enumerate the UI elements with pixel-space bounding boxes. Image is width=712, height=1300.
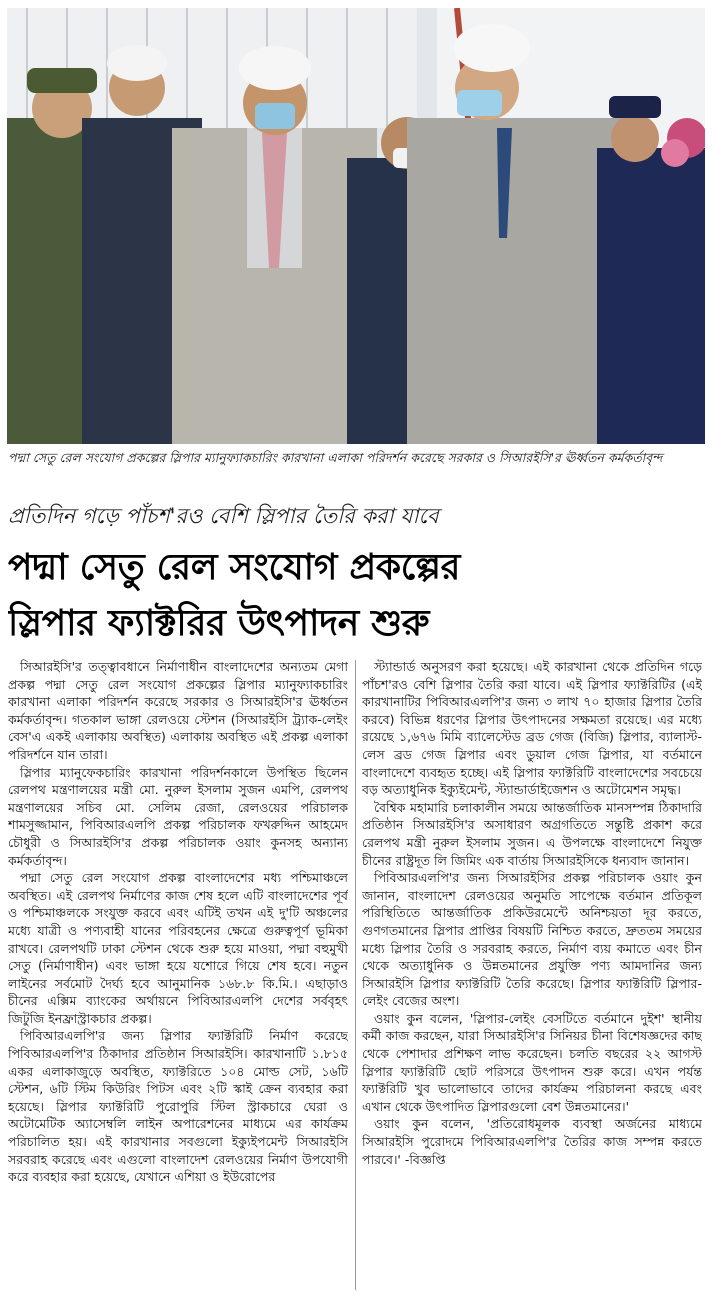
column-divider <box>355 660 356 1290</box>
paragraph: পিবিআরএলপি'র জন্য স্লিপার ফ্যাক্টরিটি নির্মাণ করেছে পিবিআরএলপি'র ঠিকাদার প্রতিষ্ঠান সিআরইসি। কারখানাটি ১.৮১৫ একর এলাকাজুড়ে অবস্থিত, ফ্যাক্টরিতে ১০৪ মোল্ড সেট, ১৬টি স্টেশন, ৬টি স্টিম কিউরিং পিটস এবং ২টি স্কাই ক্রেন ব্যবহার করা হয়েছে। স্লিপার ফ্যাক্টরিটি পুরোপুরি স্টিল স্ট্রাকচারে ঘেরা ও অটোমেটিক অ্যাসেম্বলি লাইন অপারেশনের মাধ্যমে এর কার্যক্রম পরিচালিত হয়। এই কারখানার সবগুলো ইক্যুইপমেন্ট সিআরইসি সরবরাহ করেছে এবং এগুলো বাংলাদেশ রেলওয়ের নির্মাণ উপযোগী করে ব্যবহার করা হয়েছে, যেখানে এশিয়া ও ইউরোপের <box>8 1028 348 1185</box>
paragraph: স্ট্যান্ডার্ড অনুসরণ করা হয়েছে। এই কারখানা থেকে প্রতিদিন গড়ে পাঁচশ'রও বেশি স্লিপার তৈরি করা যাবে। এই স্লিপার ফ্যাক্টরিটির (এই কারখানাটির পিবিআরএলপি'র জন্য ৩ লাখ ৭০ হাজার স্লিপার তৈরি করবে) বিভিন্ন ধরণের স্লিপার উৎপাদনের সক্ষমতা রয়েছে। এর মধ্যে রয়েছে ১,৬৭৬ মিমি ব্যালেস্টেড ব্রড গেজ (বিজি) স্লিপার, ব্যালাস্ট-লেস ব্রড গেজ স্লিপার এবং ডুয়াল গেজ স্লিপার, যা বর্তমানে বাংলাদেশে ব্যবহৃত হচ্ছে। এই স্লিপার ফ্যাক্টরিটি বাংলাদেশের সবচেয়ে বড় অত্যাধুনিক ইক্যুইমেন্ট, স্ট্যান্ডার্ডাইজেশন ও অটোমেশন সমৃদ্ধ। <box>362 659 702 798</box>
paragraph: পিবিআরএলপি'র জন্য সিআরইসির প্রকল্প পরিচালক ওয়াং কুন জানান, বাংলাদেশ রেলওয়ের অনুমতি সাপেক্ষে বর্তমান প্রতিকূল পরিস্থিতিতে আন্তর্জাতিক প্রকিউরমেন্টে অনিশ্চয়তা দূর করতে, গুণগতমানের স্লিপার প্রাপ্তির বিষয়টি নিশ্চিত করতে, দ্রুততম সময়ের মধ্যে স্লিপার তৈরি ও সরবরাহ করতে, নির্মাণ ব্যয় কমাতে এবং চীন থেকে অত্যাধুনিক ও উন্নতমানের প্রযুক্তি পণ্য আমদানির জন্য সিআরইসি স্লিপার ফ্যাক্টরিটি তৈরি করেছে। স্লিপার ফ্যাক্টরিটি স্লিপার-লেইং বেজের অংশ। <box>362 870 702 1009</box>
article-column-left <box>8 658 348 1294</box>
article-column-right <box>362 658 702 1294</box>
kicker-subheadline: প্রতিদিন গড়ে পাঁচশ'রও বেশি স্লিপার তৈরি করা যাবে <box>8 504 439 528</box>
photo-icon <box>7 8 705 444</box>
headline-line-1: পদ্মা সেতু রেল সংযোগ প্রকল্পের <box>8 547 461 588</box>
paragraph: সিআরইসি'র তত্ত্বাবধানে নির্মাণাধীন বাংলাদেশের অন্যতম মেগা প্রকল্প পদ্মা সেতু রেল সংযোগ প্রকল্পের স্লিপার ম্যানুফ্যাকচারিং কারখানা এলাকা পরিদর্শন করেছে সরকার ও সিআরইসি'র ঊর্ধ্বতন কর্মকর্তাবৃন্দ। গতকাল ভাঙ্গা রেলওয়ে স্টেশন (সিআরইসি ট্র্যাক-লেইং বেস'এ একই এলাকায় অবস্থিত) এলাকায় অবস্থিত এই প্রকল্প এলাকা পরিদর্শনে যান তারা। <box>8 659 348 762</box>
paragraph: ওয়াং কুন বলেন, 'প্রতিরোধমূলক ব্যবস্থা অর্জনের মাধ্যমে সিআরইসি পুরোদমে পিবিআরএলপি'র তৈরির কাজ সম্পন্ন করতে পারবে।' -বিজ্ঞপ্তি <box>362 1116 702 1167</box>
paragraph: ওয়াং কুন বলেন, 'স্লিপার-লেইং বেসটিতে বর্তমানে দুইশ' স্থানীয় কর্মী কাজ করছেন, যারা সিআরইসি'র সিনিয়র চীনা বিশেষজ্ঞদের কাছ থেকে পেশাদার প্রশিক্ষণ লাভ করেছেন। চলতি বছরের ২২ আগস্ট স্লিপার ফ্যাক্টরিটি ছোট পরিসরে উৎপাদন শুরু করে। এখন পর্যন্ত ফ্যাক্টরিটি খুব ভালোভাবে তাদের কার্যক্রম পরিচালনা করছে এবং এখান থেকে উৎপাদিত স্লিপারগুলো বেশ উন্নতমানের।' <box>362 1010 702 1114</box>
news-photo <box>7 8 705 444</box>
photo-caption: পদ্মা সেতু রেল সংযোগ প্রকল্পের স্লিপার ম্যানুফ্যাকচারিং কারখানা এলাকা পরিদর্শন করেছে সরকার ও সিআরইসি'র ঊর্ধ্বতন কর্মকর্তাবৃন্দ <box>8 450 663 465</box>
paragraph: বৈশ্বিক মহামারি চলাকালীন সময়ে আন্তর্জাতিক মানসম্পন্ন ঠিকাদারি প্রতিষ্ঠান সিআরইসি'র অসাধারণ অগ্রগতিতে সন্তুষ্টি প্রকাশ করে রেলপথ মন্ত্রী নুরুল ইসলাম সুজন। এ উপলক্ষে বাংলাদেশে নিযুক্ত চীনের রাষ্ট্রদূত লি জিমিং এক বার্তায় সিআরইসিকে ধন্যবাদ জানান। <box>362 799 702 868</box>
paragraph: পদ্মা সেতু রেল সংযোগ প্রকল্প বাংলাদেশের মধ্য পশ্চিমাঞ্চলে অবস্থিত। এই রেলপথ নির্মাণের কাজ শেষ হলে এটি বাংলাদেশের পূর্ব ও পশ্চিমাঞ্চলকে সংযুক্ত করবে এবং এটিই তখন এই দু'টি অঞ্চলের মধ্যে যাত্রী ও পণ্যবাহী যানের পরিবহনের ক্ষেত্রে গুরুত্বপূর্ণ ভূমিকা রাখবে। রেলপথটি ঢাকা স্টেশন থেকে শুরু হয়ে মাওয়া, পদ্মা বহুমুখী সেতু (নির্মাণাধীন) এবং ভাঙ্গা হয়ে যশোরে গিয়ে শেষ হবে। নতুন লাইনের সর্বমোট দৈর্ঘ্য হবে আনুমানিক ১৬৮.৮ কি.মি.। এছাড়াও চীনের এক্সিম ব্যাংকের অর্থায়নে পিবিআরএলপি দেশের সর্ববৃহৎ জিটুজি ইনফ্রাস্ট্রাকচার প্রকল্প। <box>8 870 348 1026</box>
headline-line-2: স্লিপার ফ্যাক্টরির উৎপাদন শুরু <box>8 603 430 644</box>
headline <box>8 540 704 652</box>
paragraph: স্লিপার ম্যানুফেকচারিং কারখানা পরিদর্শনকালে উপস্থিত ছিলেন রেলপথ মন্ত্রণালয়ের মন্ত্রী মো. নুরুল ইসলাম সুজন এমপি, রেলপথ মন্ত্রণালয়ের সচিব মো. সেলিম রেজা, রেলওয়ের পরিচালক শামসুজ্জামান, পিবিআরএলপি প্রকল্প পরিচালক ফখরুদ্দিন আহমেদ চৌধুরী ও সিআরইসি'র প্রকল্প পরিচালক ওয়াং কুনসহ অন্যান্য কর্মকর্তাবৃন্দ। <box>8 764 348 868</box>
